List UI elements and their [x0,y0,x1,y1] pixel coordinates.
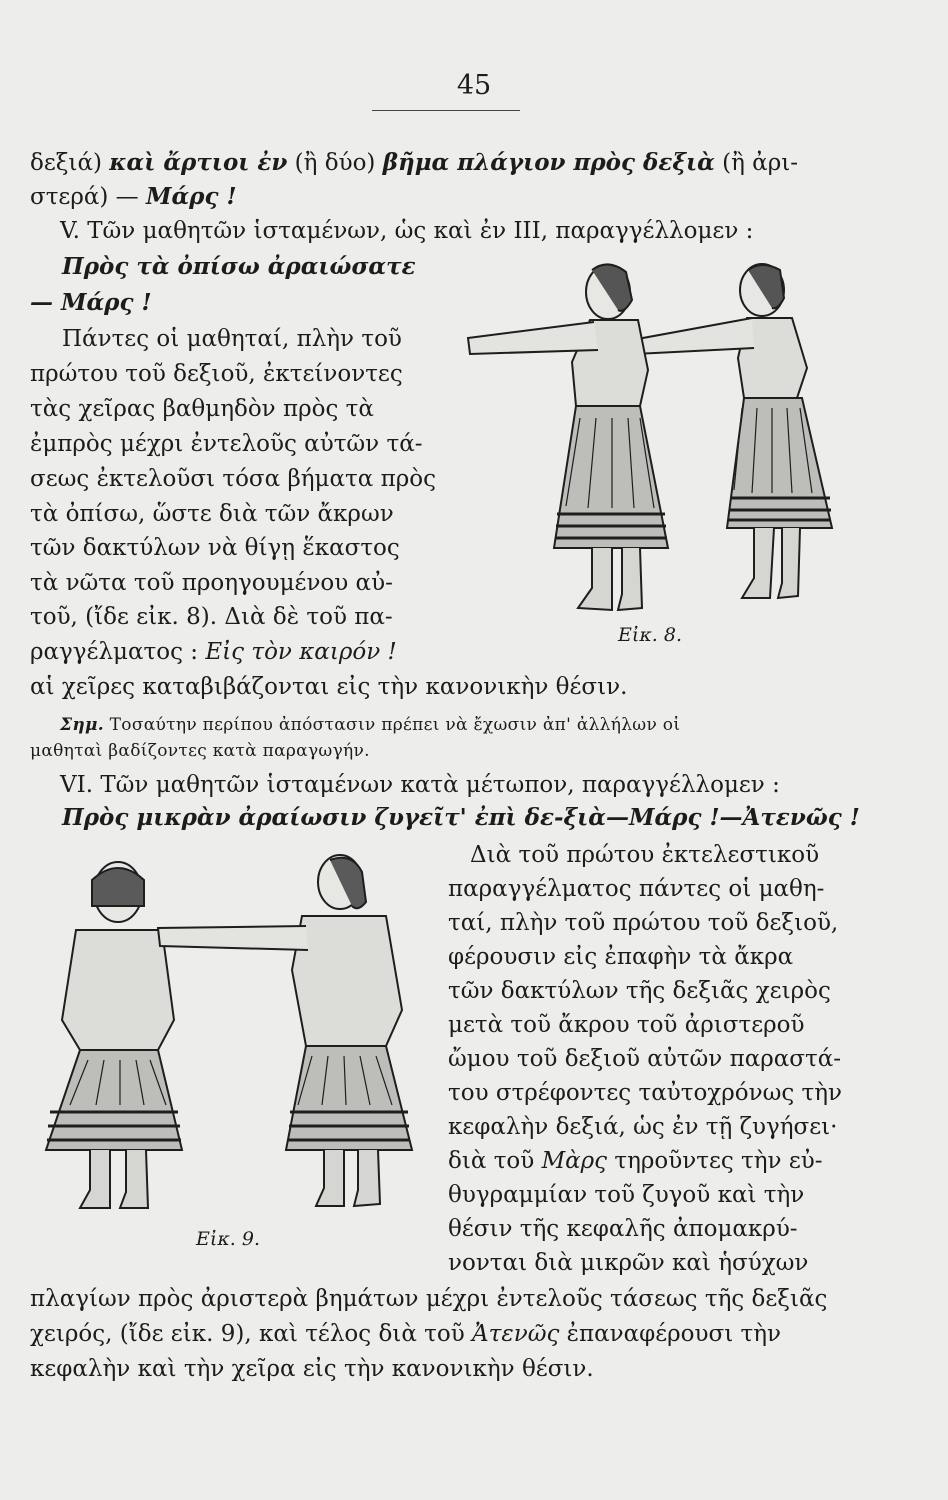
text-run: ἐπαναφέρουσι τὴν [559,1321,782,1347]
text-line: μετὰ τοῦ ἄκρου τοῦ ἀριστεροῦ [448,1012,805,1038]
text-line: πλαγίων πρὸς ἀριστερὰ βημάτων μέχρι ἐντελοῦς τάσεως τῆς δεξιᾶς [30,1286,828,1312]
text-run: (ἢ δύο) [287,150,383,176]
command-heading: Πρὸς τὰ ὀπίσω ἀραιώσατε [62,253,416,280]
page-number: 45 [456,70,492,101]
text-line: VI. Τῶν μαθητῶν ἱσταμένων κατὰ μέτωπον, παραγγέλλομεν : [60,772,780,798]
text-line: ἐμπρὸς μέχρι ἐντελοῦς αὐτῶν τά- [30,431,423,457]
text-line: V. Τῶν μαθητῶν ἱσταμένων, ὡς καὶ ἐν III, παραγγέλλομεν : [60,218,754,244]
command-heading: Πρὸς μικρὰν ἀραίωσιν ζυγεῖτ' ἐπὶ δε-ξιὰ—Μάρς !—Ἀτενῶς ! [62,804,860,831]
pupil-figure [46,862,182,1208]
text-line: ταί, πλὴν τοῦ πρώτου τοῦ δεξιοῦ, [448,910,839,936]
text-line [30,180,237,214]
text-line: νονται διὰ μικρῶν καὶ ἡσύχων [448,1250,809,1276]
pupil-figure [468,264,668,610]
text-run: χειρός, (ἴδε εἰκ. 9), καὶ τέλος διὰ τοῦ [30,1321,473,1347]
text-run-italic: Ἀτενῶς [472,1321,560,1347]
text-run: Τοσαύτην περίπου ἀπόστασιν πρέπει νὰ ἔχωσιν ἀπ' ἀλλήλων οἱ [103,715,681,735]
command-heading: — Μάρς ! [30,289,152,316]
text-line: σεως ἐκτελοῦσι τόσα βήματα πρὸς [30,466,436,492]
text-line: Πάντες οἱ μαθηταί, πλὴν τοῦ [62,326,402,352]
text-line: θέσιν τῆς κεφαλῆς ἀπομακρύ- [448,1216,798,1242]
text-line [30,1317,781,1351]
text-run-italic: Μὰρς [541,1148,608,1174]
text-run: διὰ τοῦ [448,1148,542,1174]
note-line: μαθηταὶ βαδίζοντες κατὰ παραγωγήν. [30,741,370,761]
pupil-figure [158,855,412,1206]
note-label: Σημ. [60,715,104,735]
text-line: τὰ νῶτα τοῦ προηγουμένου αὐ- [30,570,393,596]
text-run-emphasis: καὶ ἄρτιοι ἐν [109,149,288,176]
text-line: τὰς χεῖρας βαθμηδὸν πρὸς τὰ [30,396,374,422]
text-run-emphasis: βῆμα πλάγιον πρὸς δεξιὰ [382,149,715,176]
figure-8-caption: Εἰκ. 8. [618,624,682,646]
note-line [60,712,680,738]
text-run: δεξιά) [30,150,110,176]
text-line: τὰ ὀπίσω, ὥστε διὰ τῶν ἄκρων [30,501,394,527]
figure-8-illustration [462,258,842,628]
text-line: θυγραμμίαν τοῦ ζυγοῦ καὶ τὴν [448,1182,805,1208]
text-line [30,635,397,669]
text-run: στερά) — [30,184,146,210]
text-line: τῶν δακτύλων τῆς δεξιᾶς χειρὸς [448,978,831,1004]
text-line: κεφαλὴν καὶ τὴν χεῖρα εἰς τὴν κανονικὴν θέσιν. [30,1356,594,1382]
figure-9-illustration [40,850,430,1220]
text-line: φέρουσιν εἰς ἐπαφὴν τὰ ἄκρα [448,944,794,970]
text-run: (ἢ ἀρι- [714,150,798,176]
text-run-emphasis: Μάρς ! [146,183,237,210]
header-rule [372,110,520,111]
text-line: αἱ χεῖρες καταβιβάζονται εἰς τὴν κανονικὴν θέσιν. [30,674,628,700]
text-line: ὤμου τοῦ δεξιοῦ αὐτῶν παραστά- [448,1046,842,1072]
text-run-italic: Εἰς τὸν καιρόν ! [205,639,397,665]
text-line: παραγγέλματος πάντες οἱ μαθη- [448,876,825,902]
text-line: τοῦ, (ἴδε εἰκ. 8). Διὰ δὲ τοῦ πα- [30,604,393,630]
text-line [448,1144,823,1178]
text-run: ραγγέλματος : [30,639,206,665]
text-line [30,146,798,180]
text-line: του στρέφοντες ταὐτοχρόνως τὴν [448,1080,843,1106]
text-line: κεφαλὴν δεξιά, ὡς ἐν τῇ ζυγήσει· [448,1114,838,1140]
text-line: πρώτου τοῦ δεξιοῦ, ἐκτείνοντες [30,361,403,387]
text-run: τηροῦντες τὴν εὐ- [607,1148,823,1174]
text-line: τῶν δακτύλων νὰ θίγῃ ἕκαστος [30,535,400,561]
text-line: Διὰ τοῦ πρώτου ἐκτελεστικοῦ [470,842,820,868]
figure-9-caption: Εἰκ. 9. [196,1228,260,1250]
